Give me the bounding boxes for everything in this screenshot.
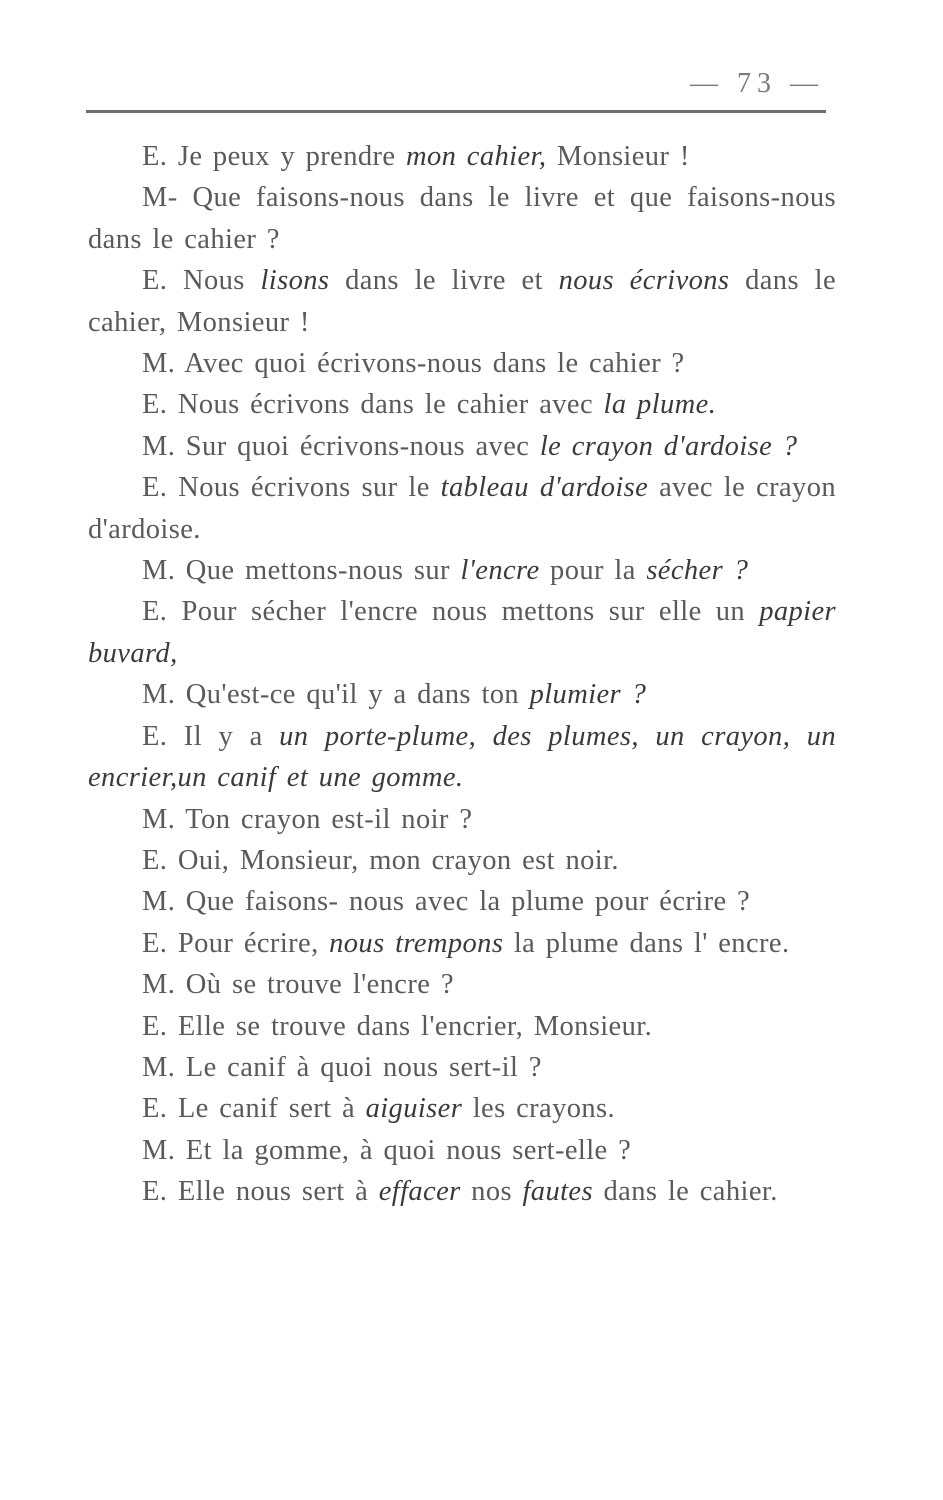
text-segment: E. Elle se trouve dans l'encrier, Monsieur. xyxy=(142,1010,653,1042)
text-segment: M- Que faisons-nous dans le livre et que faisons-nous dans le cahier ? xyxy=(88,182,836,255)
text-segment: E. Nous xyxy=(142,265,261,297)
text-segment: E. Le canif sert à xyxy=(142,1093,366,1125)
text-segment: E. Nous écrivons dans le cahier avec xyxy=(142,389,604,421)
dialogue-line xyxy=(88,1047,836,1088)
text-segment: Monsieur ! xyxy=(546,141,690,172)
text-segment: avec le crayon d'ardoise. xyxy=(88,472,836,545)
text-segment: M. Le canif à quoi nous sert-il ? xyxy=(142,1051,542,1083)
italic-segment: l'encre xyxy=(460,555,540,587)
italic-segment: aiguiser xyxy=(365,1093,463,1125)
italic-segment: papier buvard, xyxy=(88,596,836,669)
text-segment: E. Oui, Monsieur, mon crayon est noir. xyxy=(142,844,619,876)
italic-segment: nous écrivons xyxy=(558,265,730,297)
italic-segment: plumier ? xyxy=(529,679,647,711)
italic-segment: mon cahier, xyxy=(405,141,547,172)
dialogue-line xyxy=(88,467,836,550)
dialogue-line xyxy=(88,136,836,177)
italic-segment: la plume. xyxy=(603,389,717,421)
text-segment: E. Pour sécher l'encre nous mettons sur elle un xyxy=(142,596,760,628)
text-segment: M. Ton crayon est-il noir ? xyxy=(142,803,473,835)
header-rule xyxy=(86,110,826,113)
dialogue-line xyxy=(88,840,836,881)
dialogue-line xyxy=(88,716,836,799)
italic-segment: nous trempons xyxy=(329,927,504,959)
text-segment: nos xyxy=(460,1176,523,1208)
dialogue-line xyxy=(88,1006,836,1047)
text-segment: M. Où se trouve l'encre ? xyxy=(142,969,454,1001)
page-number: — 73 — xyxy=(690,68,824,99)
italic-segment: tableau d'ardoise xyxy=(440,472,649,504)
dialogue-line xyxy=(88,1088,836,1129)
dialogue-line xyxy=(88,260,836,343)
text-segment: M. Avec quoi écrivons-nous dans le cahier ? xyxy=(142,348,685,380)
dialogue-line xyxy=(88,177,836,260)
italic-segment: effacer xyxy=(378,1176,461,1208)
dialogue-line xyxy=(88,674,836,715)
dialogue-line xyxy=(88,343,836,384)
dialogue-line xyxy=(88,1171,836,1212)
dialogue-line xyxy=(88,799,836,840)
dialogue-line xyxy=(88,550,836,591)
text-segment: M. Et la gomme, à quoi nous sert-elle ? xyxy=(142,1134,632,1166)
dialogue-text xyxy=(88,136,836,1213)
text-segment: E. Nous écrivons sur le xyxy=(142,472,441,504)
text-segment: M. Que faisons- nous avec la plume pour écrire ? xyxy=(142,886,751,918)
dialogue-line xyxy=(88,591,836,674)
text-segment: dans le livre et xyxy=(329,265,559,297)
italic-segment: sécher ? xyxy=(646,555,749,587)
text-segment: M. Qu'est-ce qu'il y a dans ton xyxy=(142,679,530,711)
dialogue-line xyxy=(88,426,836,467)
italic-segment: lisons xyxy=(260,265,330,297)
text-segment: M. Sur quoi écrivons-nous avec xyxy=(142,430,540,462)
dialogue-line xyxy=(88,964,836,1005)
text-segment: E. Pour écrire, xyxy=(142,927,330,959)
text-segment: M. Que mettons-nous sur xyxy=(142,555,461,587)
dialogue-line xyxy=(88,881,836,922)
dialogue-line xyxy=(88,923,836,964)
text-segment: la plume dans l' encre. xyxy=(503,927,790,959)
text-segment: dans le cahier, Monsieur ! xyxy=(88,265,836,338)
text-segment: E. Elle nous sert à xyxy=(142,1176,379,1208)
text-segment: pour la xyxy=(539,555,647,587)
italic-segment: fautes xyxy=(522,1176,593,1208)
italic-segment: le crayon d'ardoise ? xyxy=(539,430,798,462)
dialogue-line xyxy=(88,1130,836,1171)
italic-segment: un porte-plume, des plumes, un crayon, un encrier,un canif et une gomme. xyxy=(88,720,836,794)
text-segment: E. Je peux y prendre xyxy=(142,141,406,172)
text-segment: dans le cahier. xyxy=(592,1176,778,1208)
text-segment: E. Il y a xyxy=(142,720,280,752)
text-segment: les crayons. xyxy=(462,1093,616,1125)
dialogue-line xyxy=(88,384,836,425)
